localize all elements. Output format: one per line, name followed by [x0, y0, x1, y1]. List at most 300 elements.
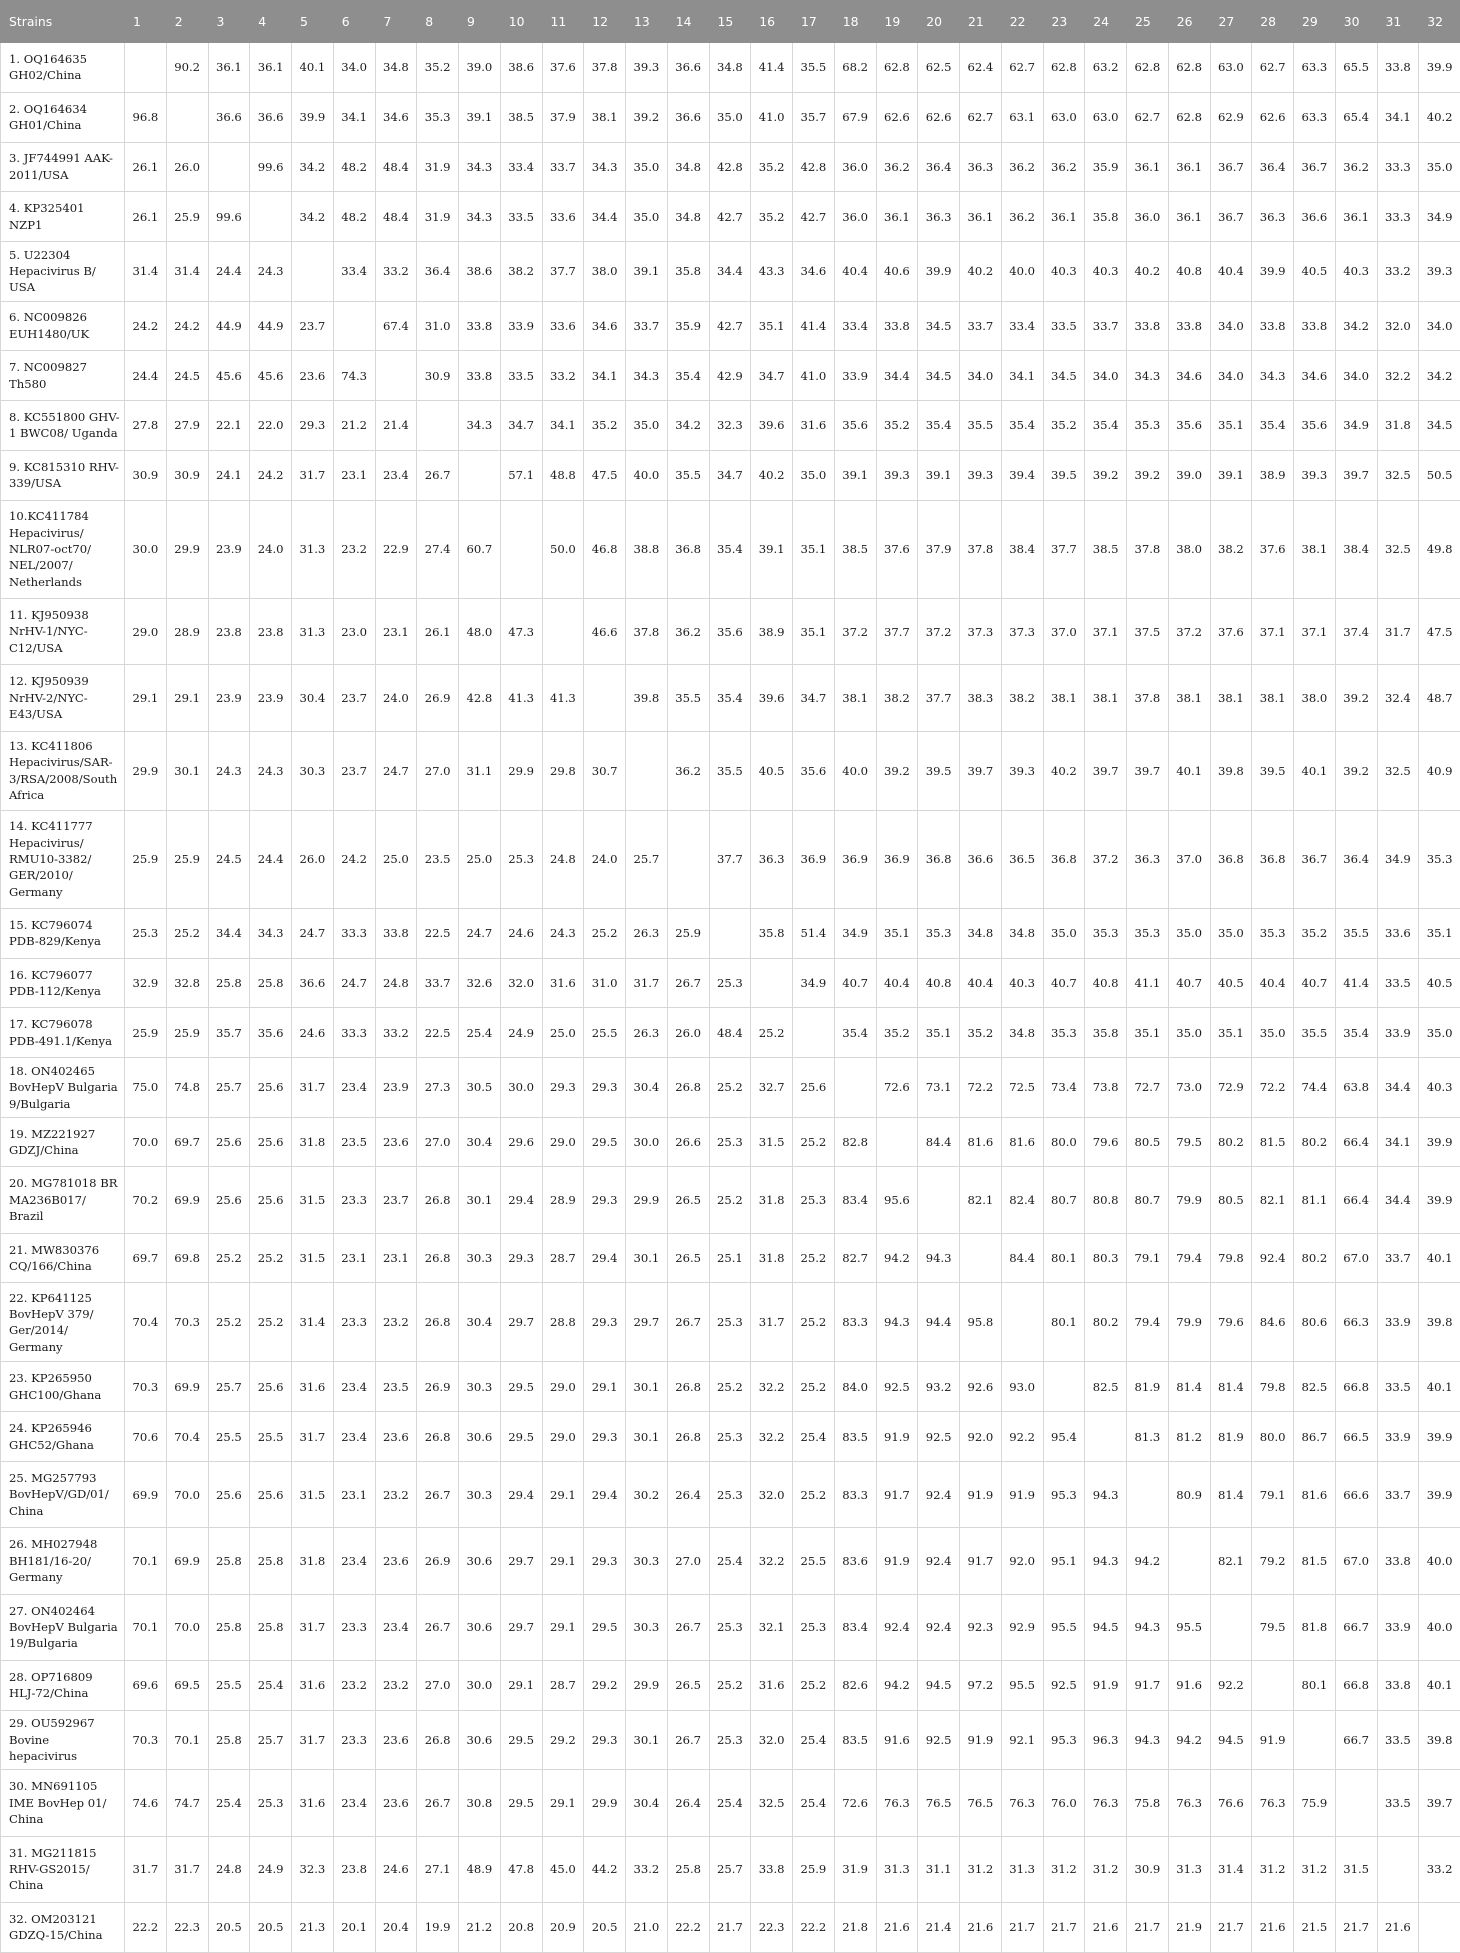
identity-value-cell — [834, 1058, 876, 1118]
identity-value-cell: 34.3 — [1127, 351, 1169, 401]
identity-value-cell: 30.3 — [626, 1528, 668, 1594]
identity-value-cell: 31.3 — [292, 500, 334, 598]
identity-value-cell: 34.2 — [1419, 351, 1460, 401]
identity-value-cell: 30.1 — [166, 731, 208, 810]
identity-value-cell: 35.4 — [834, 1008, 876, 1058]
identity-value-cell: 38.1 — [1252, 665, 1294, 731]
identity-value-cell: 31.1 — [459, 731, 501, 810]
identity-value-cell: 33.3 — [333, 908, 375, 958]
identity-value-cell: 31.2 — [960, 1836, 1002, 1902]
identity-value-cell: 72.5 — [1001, 1058, 1043, 1118]
identity-value-cell: 36.4 — [1335, 810, 1377, 908]
identity-value-cell: 33.9 — [1377, 1412, 1419, 1462]
identity-value-cell: 80.8 — [1085, 1167, 1127, 1233]
identity-value-cell: 37.7 — [918, 665, 960, 731]
strain-name-cell: 18. ON402465 BovHepV Bulgaria 9/Bulgaria — [1, 1058, 125, 1118]
identity-value-cell: 35.8 — [1085, 1008, 1127, 1058]
identity-value-cell: 39.9 — [1419, 1461, 1460, 1527]
header-col-11: 11 — [542, 1, 584, 43]
identity-value-cell: 41.4 — [1335, 958, 1377, 1008]
identity-value-cell: 72.6 — [834, 1770, 876, 1836]
strain-name-cell: 30. MN691105 IME BovHep 01/ China — [1, 1770, 125, 1836]
identity-value-cell: 94.2 — [1127, 1528, 1169, 1594]
identity-value-cell: 63.2 — [1085, 43, 1127, 93]
identity-value-cell: 26.0 — [667, 1008, 709, 1058]
identity-value-cell: 79.8 — [1252, 1362, 1294, 1412]
identity-value-cell: 29.1 — [125, 665, 167, 731]
table-row — [1, 1770, 1460, 1836]
identity-value-cell: 91.6 — [876, 1710, 918, 1770]
identity-value-cell: 25.2 — [250, 1283, 292, 1362]
identity-value-cell: 26.7 — [667, 1710, 709, 1770]
identity-value-cell: 33.8 — [459, 301, 501, 351]
identity-value-cell: 24.1 — [208, 450, 250, 500]
identity-value-cell: 35.3 — [1085, 908, 1127, 958]
identity-value-cell: 40.9 — [1419, 731, 1460, 810]
strain-name-cell: 32. OM203121 GDZQ-15/China — [1, 1902, 125, 1952]
table-row — [1, 731, 1460, 810]
identity-value-cell: 29.9 — [584, 1770, 626, 1836]
identity-value-cell: 82.1 — [1252, 1167, 1294, 1233]
identity-value-cell: 91.7 — [876, 1461, 918, 1527]
identity-value-cell: 36.6 — [208, 92, 250, 142]
identity-value-cell: 26.0 — [292, 810, 334, 908]
identity-value-cell: 94.4 — [918, 1283, 960, 1362]
identity-value-cell: 33.9 — [500, 301, 542, 351]
identity-value-cell: 94.2 — [876, 1660, 918, 1710]
table-row — [1, 192, 1460, 242]
identity-value-cell: 24.3 — [542, 908, 584, 958]
identity-value-cell: 38.0 — [584, 242, 626, 302]
identity-value-cell: 35.4 — [709, 665, 751, 731]
identity-value-cell: 33.2 — [1419, 1836, 1460, 1902]
identity-value-cell: 25.4 — [459, 1008, 501, 1058]
identity-value-cell — [1127, 1461, 1169, 1527]
identity-value-cell: 35.6 — [709, 598, 751, 664]
identity-value-cell: 95.5 — [1168, 1594, 1210, 1660]
identity-value-cell: 34.6 — [584, 301, 626, 351]
identity-value-cell: 21.6 — [1252, 1902, 1294, 1952]
identity-value-cell: 36.8 — [667, 500, 709, 598]
identity-value-cell — [960, 1233, 1002, 1283]
identity-value-cell: 35.5 — [709, 731, 751, 810]
identity-value-cell: 83.5 — [834, 1412, 876, 1462]
identity-value-cell: 39.9 — [918, 242, 960, 302]
identity-value-cell: 31.2 — [1043, 1836, 1085, 1902]
identity-value-cell: 36.8 — [1252, 810, 1294, 908]
identity-value-cell: 33.7 — [542, 142, 584, 192]
identity-value-cell: 20.9 — [542, 1902, 584, 1952]
identity-value-cell: 25.2 — [709, 1058, 751, 1118]
identity-value-cell: 74.4 — [1294, 1058, 1336, 1118]
identity-value-cell: 29.3 — [292, 401, 334, 451]
identity-value-cell: 92.3 — [960, 1594, 1002, 1660]
identity-value-cell: 35.0 — [1419, 142, 1460, 192]
identity-value-cell: 79.9 — [1168, 1167, 1210, 1233]
identity-value-cell: 30.9 — [1127, 1836, 1169, 1902]
identity-value-cell: 23.6 — [375, 1117, 417, 1167]
identity-value-cell: 48.4 — [375, 192, 417, 242]
identity-value-cell: 94.5 — [1210, 1710, 1252, 1770]
table-row — [1, 242, 1460, 302]
identity-value-cell: 37.8 — [1127, 500, 1169, 598]
identity-value-cell: 29.1 — [166, 665, 208, 731]
identity-value-cell: 80.0 — [1252, 1412, 1294, 1462]
table-row — [1, 142, 1460, 192]
identity-value-cell: 81.4 — [1210, 1362, 1252, 1412]
identity-value-cell: 45.6 — [208, 351, 250, 401]
identity-value-cell: 35.5 — [793, 43, 835, 93]
identity-value-cell: 76.0 — [1043, 1770, 1085, 1836]
identity-value-cell: 33.2 — [626, 1836, 668, 1902]
identity-value-cell: 31.0 — [584, 958, 626, 1008]
identity-value-cell: 80.6 — [1294, 1283, 1336, 1362]
identity-value-cell: 26.3 — [626, 908, 668, 958]
identity-value-cell: 33.8 — [459, 351, 501, 401]
identity-value-cell: 91.9 — [1001, 1461, 1043, 1527]
identity-value-cell: 23.5 — [417, 810, 459, 908]
identity-value-cell: 31.8 — [292, 1528, 334, 1594]
identity-value-cell: 25.9 — [125, 810, 167, 908]
identity-value-cell: 40.7 — [1043, 958, 1085, 1008]
identity-value-cell: 47.5 — [1419, 598, 1460, 664]
identity-value-cell: 25.9 — [166, 192, 208, 242]
identity-value-cell: 24.4 — [250, 810, 292, 908]
header-col-18: 18 — [834, 1, 876, 43]
identity-value-cell: 34.7 — [751, 351, 793, 401]
identity-value-cell: 70.0 — [166, 1594, 208, 1660]
identity-value-cell: 68.2 — [834, 43, 876, 93]
identity-value-cell: 31.8 — [751, 1167, 793, 1233]
identity-value-cell: 35.1 — [793, 598, 835, 664]
identity-value-cell: 83.4 — [834, 1594, 876, 1660]
identity-value-cell: 23.8 — [208, 598, 250, 664]
identity-value-cell: 32.0 — [500, 958, 542, 1008]
identity-value-cell: 33.9 — [834, 351, 876, 401]
identity-value-cell: 38.9 — [751, 598, 793, 664]
identity-value-cell: 92.4 — [1252, 1233, 1294, 1283]
identity-value-cell: 33.5 — [1377, 1770, 1419, 1836]
identity-value-cell: 62.8 — [1043, 43, 1085, 93]
identity-value-cell: 40.4 — [834, 242, 876, 302]
identity-value-cell: 39.3 — [876, 450, 918, 500]
identity-value-cell: 67.4 — [375, 301, 417, 351]
identity-value-cell: 30.1 — [459, 1167, 501, 1233]
identity-value-cell: 35.3 — [1127, 908, 1169, 958]
identity-value-cell: 27.0 — [417, 731, 459, 810]
identity-value-cell: 34.9 — [1335, 401, 1377, 451]
identity-value-cell: 23.5 — [375, 1362, 417, 1412]
identity-value-cell: 36.1 — [876, 192, 918, 242]
identity-value-cell: 29.9 — [125, 731, 167, 810]
identity-value-cell: 80.2 — [1294, 1117, 1336, 1167]
identity-value-cell: 42.7 — [709, 301, 751, 351]
identity-value-cell: 35.3 — [1419, 810, 1460, 908]
header-col-29: 29 — [1294, 1, 1336, 43]
identity-value-cell: 91.7 — [1127, 1660, 1169, 1710]
identity-value-cell: 25.6 — [208, 1461, 250, 1527]
identity-value-cell: 25.2 — [793, 1362, 835, 1412]
identity-value-cell: 39.1 — [751, 500, 793, 598]
identity-value-cell: 25.2 — [709, 1362, 751, 1412]
identity-value-cell: 76.5 — [918, 1770, 960, 1836]
identity-value-cell: 94.3 — [1127, 1594, 1169, 1660]
identity-value-cell: 23.4 — [333, 1412, 375, 1462]
identity-value-cell: 33.6 — [542, 192, 584, 242]
identity-value-cell: 24.5 — [208, 810, 250, 908]
identity-value-cell — [1168, 1528, 1210, 1594]
identity-value-cell — [1043, 1362, 1085, 1412]
identity-value-cell: 51.4 — [793, 908, 835, 958]
identity-value-cell: 42.7 — [793, 192, 835, 242]
identity-value-cell: 37.6 — [542, 43, 584, 93]
identity-value-cell: 36.7 — [1210, 192, 1252, 242]
identity-value-cell: 24.7 — [375, 731, 417, 810]
header-col-2: 2 — [166, 1, 208, 43]
identity-value-cell: 33.2 — [1377, 242, 1419, 302]
identity-value-cell: 34.8 — [667, 142, 709, 192]
identity-value-cell: 33.5 — [1043, 301, 1085, 351]
identity-value-cell: 92.2 — [1210, 1660, 1252, 1710]
identity-value-cell: 36.6 — [1294, 192, 1336, 242]
identity-value-cell: 39.9 — [1419, 43, 1460, 93]
identity-value-cell: 33.8 — [1377, 43, 1419, 93]
identity-value-cell: 30.2 — [626, 1461, 668, 1527]
identity-value-cell: 23.2 — [333, 500, 375, 598]
identity-value-cell: 72.2 — [960, 1058, 1002, 1118]
identity-value-cell: 31.3 — [1001, 1836, 1043, 1902]
identity-value-cell: 35.9 — [1085, 142, 1127, 192]
identity-value-cell: 26.5 — [667, 1233, 709, 1283]
identity-value-cell: 41.4 — [751, 43, 793, 93]
identity-value-cell: 79.9 — [1168, 1283, 1210, 1362]
identity-value-cell: 36.7 — [1294, 810, 1336, 908]
identity-value-cell: 40.3 — [1001, 958, 1043, 1008]
strain-name-cell: 20. MG781018 BR MA236B017/ Brazil — [1, 1167, 125, 1233]
identity-value-cell: 34.6 — [793, 242, 835, 302]
identity-value-cell: 70.0 — [166, 1461, 208, 1527]
identity-value-cell: 82.1 — [960, 1167, 1002, 1233]
identity-value-cell: 25.8 — [208, 1594, 250, 1660]
identity-value-cell: 84.0 — [834, 1362, 876, 1412]
strain-name-cell: 26. MH027948 BH181/16-20/ Germany — [1, 1528, 125, 1594]
identity-value-cell: 32.2 — [1377, 351, 1419, 401]
identity-value-cell: 42.8 — [709, 142, 751, 192]
identity-value-cell: 38.1 — [1168, 665, 1210, 731]
identity-value-cell: 39.2 — [626, 92, 668, 142]
identity-value-cell: 38.0 — [1168, 500, 1210, 598]
identity-value-cell — [584, 665, 626, 731]
identity-value-cell: 70.4 — [125, 1283, 167, 1362]
identity-value-cell: 91.9 — [960, 1710, 1002, 1770]
identity-value-cell: 62.6 — [918, 92, 960, 142]
identity-value-cell: 29.9 — [626, 1167, 668, 1233]
identity-value-cell: 29.3 — [584, 1710, 626, 1770]
identity-value-cell: 73.8 — [1085, 1058, 1127, 1118]
identity-value-cell: 95.1 — [1043, 1528, 1085, 1594]
identity-value-cell: 29.5 — [584, 1117, 626, 1167]
identity-value-cell: 30.0 — [626, 1117, 668, 1167]
identity-value-cell: 74.8 — [166, 1058, 208, 1118]
identity-value-cell: 34.7 — [709, 450, 751, 500]
identity-value-cell: 36.3 — [1252, 192, 1294, 242]
identity-value-cell: 32.7 — [751, 1058, 793, 1118]
identity-value-cell: 23.4 — [333, 1770, 375, 1836]
identity-value-cell: 25.4 — [793, 1710, 835, 1770]
identity-value-cell: 39.1 — [918, 450, 960, 500]
identity-value-cell: 26.0 — [166, 142, 208, 192]
table-row — [1, 500, 1460, 598]
identity-value-cell: 34.0 — [1419, 301, 1460, 351]
identity-value-cell: 34.4 — [709, 242, 751, 302]
identity-value-cell: 95.4 — [1043, 1412, 1085, 1462]
identity-value-cell: 23.1 — [333, 450, 375, 500]
identity-value-cell — [1419, 1902, 1460, 1952]
identity-value-cell: 21.9 — [1168, 1902, 1210, 1952]
identity-value-cell: 33.8 — [1377, 1660, 1419, 1710]
strain-name-cell: 2. OQ164634 GH01/China — [1, 92, 125, 142]
identity-value-cell: 82.8 — [834, 1117, 876, 1167]
identity-value-cell: 24.8 — [375, 958, 417, 1008]
identity-value-cell: 30.7 — [584, 731, 626, 810]
identity-value-cell: 33.6 — [542, 301, 584, 351]
table-row — [1, 1167, 1460, 1233]
identity-value-cell — [417, 401, 459, 451]
identity-value-cell — [375, 351, 417, 401]
identity-value-cell: 25.3 — [250, 1770, 292, 1836]
table-row — [1, 598, 1460, 664]
identity-value-cell: 22.5 — [417, 908, 459, 958]
identity-value-cell: 35.0 — [626, 142, 668, 192]
identity-value-cell: 21.6 — [1085, 1902, 1127, 1952]
identity-value-cell: 62.7 — [960, 92, 1002, 142]
identity-value-cell: 80.9 — [1168, 1461, 1210, 1527]
identity-value-cell: 34.1 — [1377, 92, 1419, 142]
identity-value-cell: 30.9 — [417, 351, 459, 401]
header-col-23: 23 — [1043, 1, 1085, 43]
identity-value-cell: 29.3 — [584, 1412, 626, 1462]
identity-value-cell: 25.2 — [793, 1660, 835, 1710]
identity-value-cell: 25.2 — [208, 1233, 250, 1283]
identity-value-cell: 37.9 — [542, 92, 584, 142]
identity-value-cell: 62.5 — [918, 43, 960, 93]
identity-value-cell: 33.3 — [1377, 192, 1419, 242]
identity-value-cell: 27.1 — [417, 1836, 459, 1902]
identity-value-cell — [626, 731, 668, 810]
identity-value-cell: 36.4 — [918, 142, 960, 192]
identity-value-cell: 66.8 — [1335, 1660, 1377, 1710]
identity-value-cell: 33.8 — [1294, 301, 1336, 351]
identity-value-cell: 25.0 — [542, 1008, 584, 1058]
header-row — [1, 1, 1460, 43]
identity-value-cell: 40.0 — [1419, 1528, 1460, 1594]
identity-value-cell: 38.6 — [459, 242, 501, 302]
identity-value-cell: 44.9 — [250, 301, 292, 351]
identity-value-cell: 48.2 — [333, 142, 375, 192]
identity-value-cell: 91.7 — [960, 1528, 1002, 1594]
identity-value-cell: 36.0 — [1127, 192, 1169, 242]
identity-value-cell: 66.3 — [1335, 1283, 1377, 1362]
table-row — [1, 958, 1460, 1008]
identity-value-cell: 39.7 — [960, 731, 1002, 810]
identity-value-cell: 76.3 — [876, 1770, 918, 1836]
identity-value-cell: 23.9 — [208, 500, 250, 598]
strain-name-cell: 7. NC009827 Th580 — [1, 351, 125, 401]
identity-value-cell: 27.0 — [417, 1660, 459, 1710]
identity-value-cell: 37.5 — [1127, 598, 1169, 664]
identity-value-cell: 19.9 — [417, 1902, 459, 1952]
header-col-27: 27 — [1210, 1, 1252, 43]
identity-value-cell: 32.0 — [1377, 301, 1419, 351]
identity-value-cell: 67.0 — [1335, 1233, 1377, 1283]
identity-value-cell: 63.0 — [1085, 92, 1127, 142]
header-col-25: 25 — [1127, 1, 1169, 43]
identity-value-cell: 36.8 — [1210, 810, 1252, 908]
identity-value-cell: 92.2 — [1001, 1412, 1043, 1462]
identity-value-cell: 73.1 — [918, 1058, 960, 1118]
identity-value-cell: 69.9 — [166, 1362, 208, 1412]
identity-value-cell: 31.5 — [292, 1461, 334, 1527]
header-col-4: 4 — [250, 1, 292, 43]
identity-value-cell: 39.3 — [960, 450, 1002, 500]
identity-value-cell: 35.2 — [751, 192, 793, 242]
identity-value-cell — [876, 1117, 918, 1167]
identity-value-cell: 33.8 — [1377, 1528, 1419, 1594]
identity-value-cell: 34.0 — [1335, 351, 1377, 401]
identity-value-cell: 25.7 — [709, 1836, 751, 1902]
identity-value-cell: 94.3 — [1085, 1461, 1127, 1527]
identity-value-cell: 35.3 — [1252, 908, 1294, 958]
identity-value-cell: 63.3 — [1294, 43, 1336, 93]
header-col-20: 20 — [918, 1, 960, 43]
identity-value-cell: 35.8 — [1085, 192, 1127, 242]
identity-value-cell: 33.7 — [960, 301, 1002, 351]
identity-value-cell: 42.8 — [793, 142, 835, 192]
identity-value-cell: 31.7 — [292, 1594, 334, 1660]
identity-value-cell: 82.5 — [1085, 1362, 1127, 1412]
strain-name-cell: 28. OP716809 HLJ-72/China — [1, 1660, 125, 1710]
identity-value-cell: 26.6 — [667, 1117, 709, 1167]
identity-value-cell: 24.7 — [333, 958, 375, 1008]
identity-value-cell: 69.9 — [125, 1461, 167, 1527]
identity-value-cell: 26.1 — [417, 598, 459, 664]
identity-value-cell: 33.9 — [1377, 1594, 1419, 1660]
identity-value-cell: 25.9 — [125, 1008, 167, 1058]
identity-value-cell: 80.7 — [1127, 1167, 1169, 1233]
identity-value-cell: 81.1 — [1294, 1167, 1336, 1233]
identity-value-cell: 25.3 — [125, 908, 167, 958]
identity-value-cell: 25.5 — [208, 1412, 250, 1462]
identity-value-cell: 33.9 — [1377, 1283, 1419, 1362]
identity-value-cell: 24.7 — [292, 908, 334, 958]
identity-value-cell: 38.1 — [1085, 665, 1127, 731]
identity-value-cell: 72.2 — [1252, 1058, 1294, 1118]
identity-value-cell: 36.5 — [1001, 810, 1043, 908]
identity-value-cell: 39.2 — [876, 731, 918, 810]
identity-value-cell: 26.8 — [667, 1058, 709, 1118]
identity-value-cell: 38.2 — [500, 242, 542, 302]
header-col-16: 16 — [751, 1, 793, 43]
identity-value-cell: 34.6 — [375, 92, 417, 142]
identity-value-cell: 99.6 — [208, 192, 250, 242]
identity-value-cell: 70.1 — [125, 1594, 167, 1660]
identity-value-cell: 46.6 — [584, 598, 626, 664]
identity-value-cell: 39.2 — [1085, 450, 1127, 500]
identity-value-cell: 42.9 — [709, 351, 751, 401]
identity-value-cell: 79.8 — [1210, 1233, 1252, 1283]
identity-value-cell: 36.2 — [1335, 142, 1377, 192]
identity-value-cell: 43.3 — [751, 242, 793, 302]
